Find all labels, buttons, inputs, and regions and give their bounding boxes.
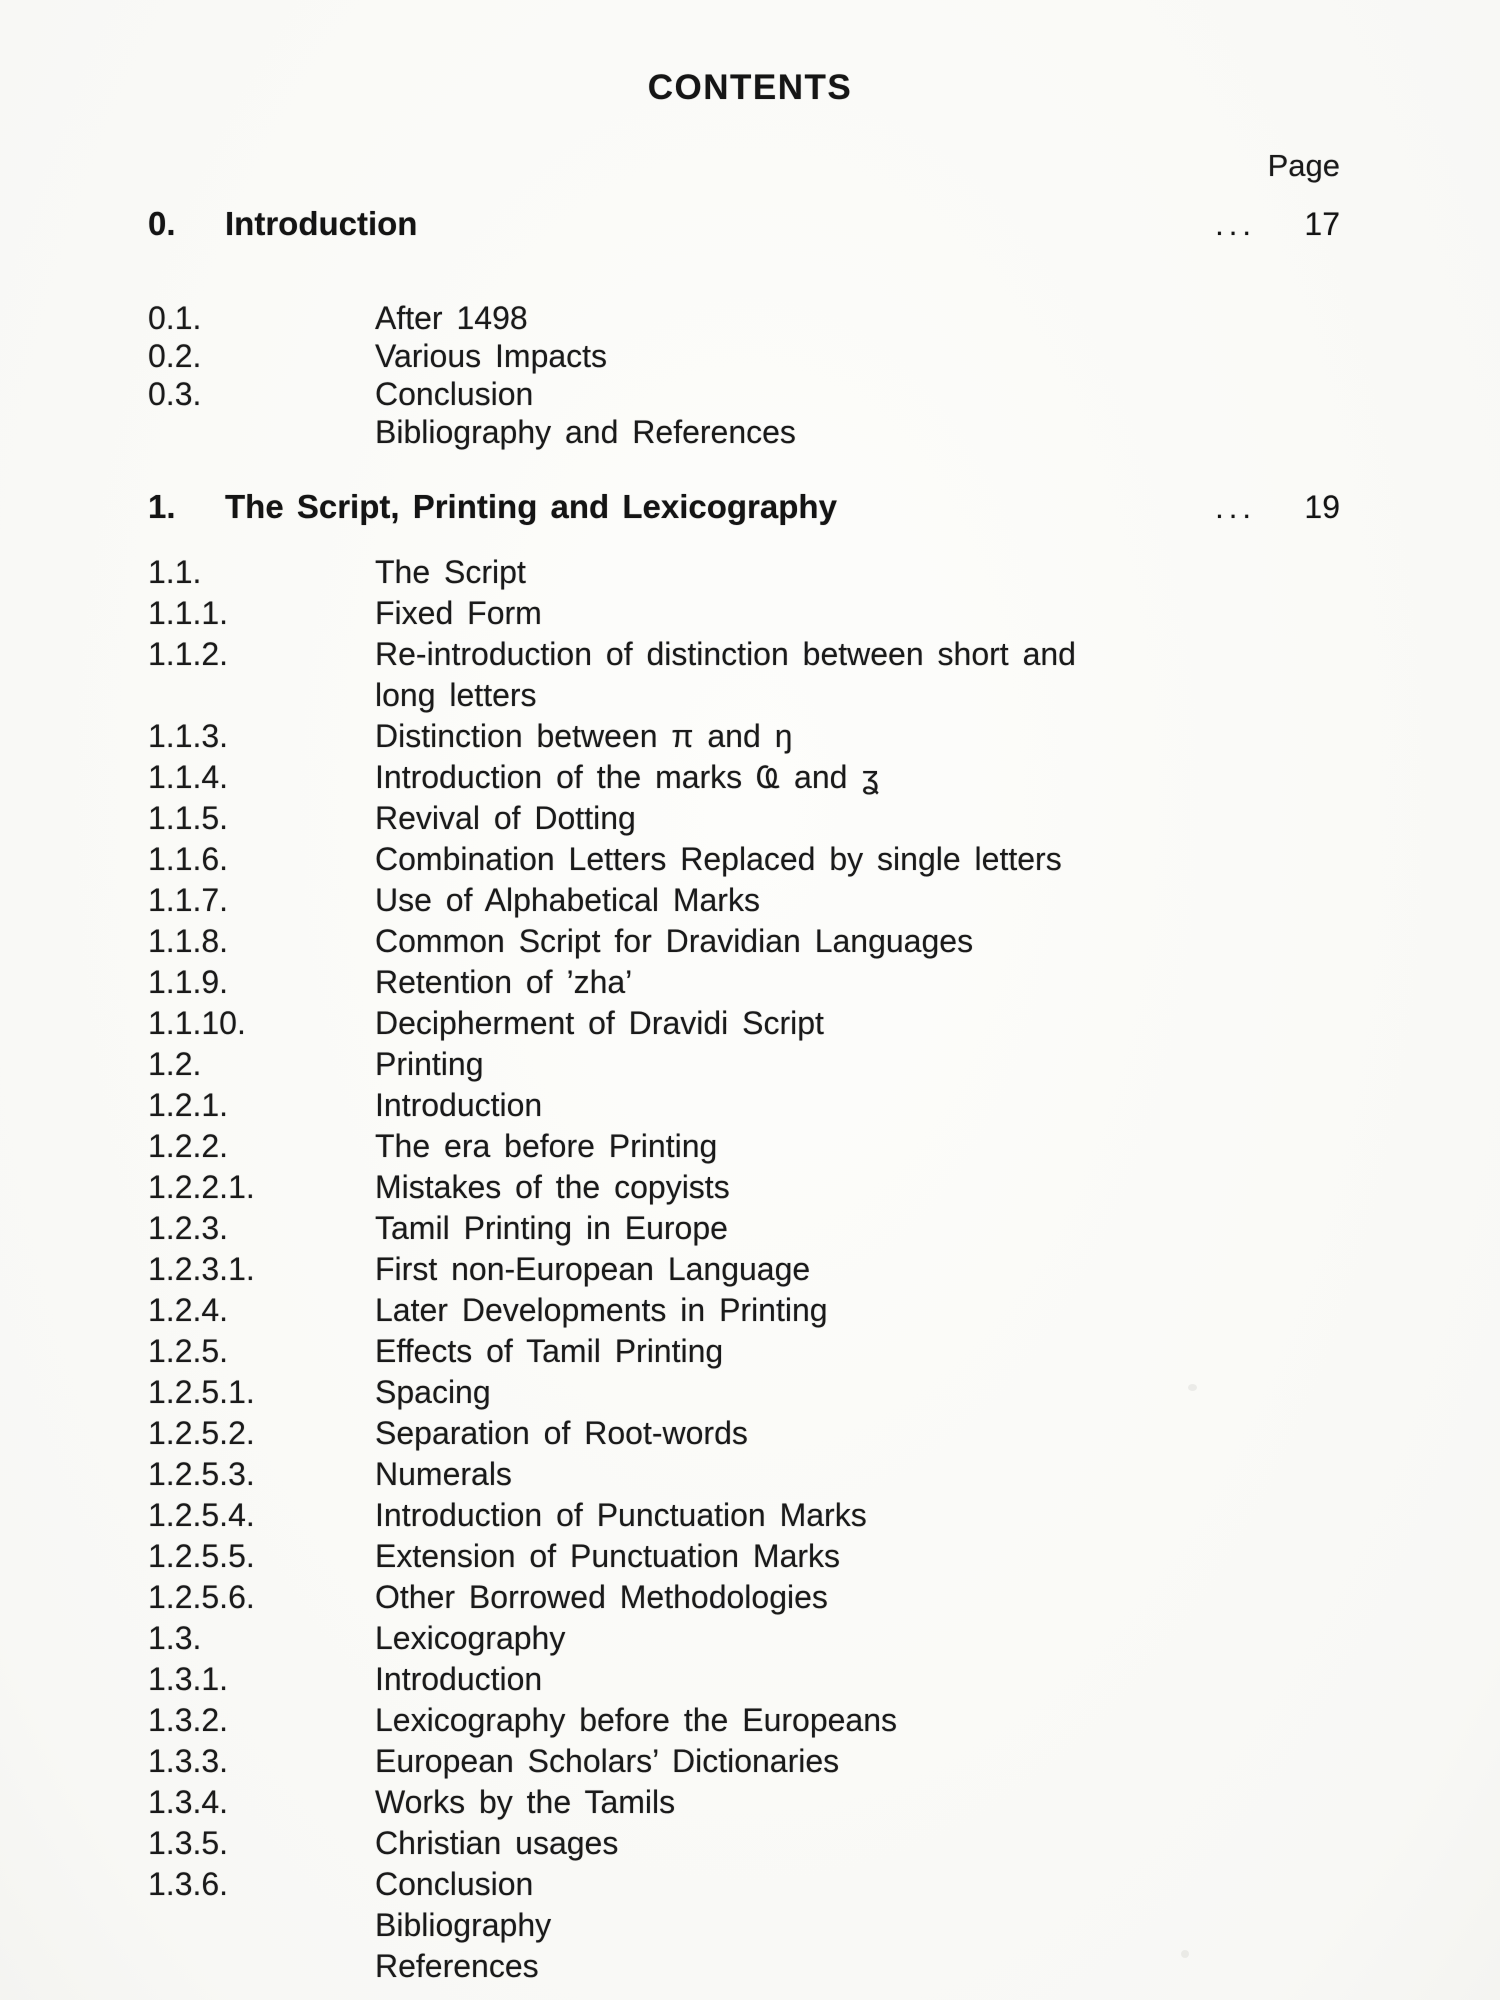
scan-speck [1188,1384,1197,1391]
toc-entry [148,299,1340,337]
entry-number: 1.3.4. [148,1784,229,1820]
entry-title: Conclusion [375,376,534,412]
toc-entry [148,1290,1340,1331]
toc-entry [148,593,1340,634]
toc [148,206,1340,1987]
entry-title: Introduction [375,1087,543,1123]
toc-entry [148,757,1340,798]
toc-entry [148,1331,1340,1372]
entry-number: 1.2. [148,1046,202,1082]
entry-title: Bibliography [375,1907,552,1943]
toc-entry [148,337,1340,375]
entry-title: Various Impacts [375,338,608,374]
entry-number: 1.1.4. [148,759,229,795]
page-title: CONTENTS [647,68,853,107]
toc-entry [148,1085,1340,1126]
toc-entry [148,962,1340,1003]
toc-entry [148,1167,1340,1208]
toc-entry [148,1864,1340,1905]
entry-number: 1.1.1. [148,595,229,631]
toc-entry [148,1495,1340,1536]
entry-title: Spacing [375,1374,491,1410]
toc-section [148,206,1340,451]
entry-title: Introduction of Punctuation Marks [375,1497,867,1533]
section-number: 0. [148,205,176,242]
entry-title: References [375,1948,539,1984]
entry-title: Extension of Punctuation Marks [375,1538,841,1574]
entry-number: 1.2.3. [148,1210,229,1246]
toc-entry [148,375,1340,413]
toc-entry [148,413,1340,451]
entry-title: Later Developments in Printing [375,1292,828,1328]
section-title: Introduction [225,205,418,242]
entry-title: Lexicography before the Europeans [375,1702,898,1738]
entry-number: 1.2.5.6. [148,1579,255,1615]
entry-title: Fixed Form [375,595,542,631]
toc-entry [148,880,1340,921]
entry-number: 1.1.10. [148,1005,246,1041]
entry-number: 1.3.6. [148,1866,229,1902]
entry-title: Numerals [375,1456,512,1492]
toc-section-heading [148,489,1340,526]
entry-number: 1.1. [148,554,202,590]
entry-title: Conclusion [375,1866,534,1902]
entry-title: Use of Alphabetical Marks [375,882,760,918]
entry-number: 1.1.6. [148,841,229,877]
toc-entry [148,634,1340,716]
entry-title: Other Borrowed Methodologies [375,1579,828,1615]
section-page-number: 17 [1304,206,1340,242]
entry-title: After 1498 [375,300,528,336]
entry-number: 1.2.3.1. [148,1251,255,1287]
toc-entry [148,1700,1340,1741]
toc-entry [148,552,1340,593]
toc-entry [148,1126,1340,1167]
entry-number: 0.2. [148,338,202,374]
entry-number: 1.3.3. [148,1743,229,1779]
entry-title: Introduction of the marks Ҩ and ʓ [375,759,879,795]
entry-number: 1.2.2. [148,1128,229,1164]
entry-number: 0.1. [148,300,202,336]
toc-entry [148,1782,1340,1823]
entry-title: First non-European Language [375,1251,811,1287]
scan-speck [1181,1950,1189,1958]
entry-number: 1.3.1. [148,1661,229,1697]
entry-number: 1.2.4. [148,1292,229,1328]
leader-dots: ... [1215,490,1256,525]
entry-title: Tamil Printing in Europe [375,1210,728,1246]
toc-entry [148,1413,1340,1454]
entry-number: 1.2.2.1. [148,1169,255,1205]
toc-section-heading [148,206,1340,243]
entry-title: Introduction [375,1661,543,1697]
section-items [148,552,1340,1987]
entry-number: 1.1.9. [148,964,229,1000]
entry-number: 1.3.2. [148,1702,229,1738]
toc-entry [148,1577,1340,1618]
entry-title: Lexicography [375,1620,566,1656]
toc-section [148,489,1340,1987]
entry-title: Re-introduction of distinction between short and long letters [375,636,1076,713]
toc-entry [148,1208,1340,1249]
entry-title: European Scholars’ Dictionaries [375,1743,840,1779]
entry-number: 1.1.5. [148,800,229,836]
entry-number: 1.2.5.4. [148,1497,255,1533]
toc-entry [148,1618,1340,1659]
section-page-number: 19 [1304,489,1340,525]
toc-entry [148,1741,1340,1782]
toc-entry [148,1823,1340,1864]
entry-number: 1.1.7. [148,882,229,918]
entry-title: Revival of Dotting [375,800,636,836]
page-column-label: Page [1267,148,1340,183]
entry-title: The era before Printing [375,1128,718,1164]
entry-number: 1.2.1. [148,1087,229,1123]
toc-entry [148,1454,1340,1495]
toc-entry [148,1905,1340,1946]
toc-entry [148,1946,1340,1987]
entry-number: 1.3.5. [148,1825,229,1861]
section-number: 1. [148,488,176,525]
entry-title: Decipherment of Dravidi Script [375,1005,824,1041]
toc-entry [148,1536,1340,1577]
toc-entry [148,1044,1340,1085]
toc-entry [148,1372,1340,1413]
entry-title: Mistakes of the copyists [375,1169,730,1205]
entry-title: Effects of Tamil Printing [375,1333,724,1369]
entry-number: 1.2.5.3. [148,1456,255,1492]
toc-entry [148,1249,1340,1290]
entry-number: 1.1.8. [148,923,229,959]
toc-entry [148,1003,1340,1044]
toc-entry [148,839,1340,880]
entry-title: Combination Letters Replaced by single letters [375,841,1062,877]
toc-entry [148,1659,1340,1700]
section-page-ref [1215,489,1340,526]
entry-title: Printing [375,1046,484,1082]
section-title: The Script, Printing and Lexicography [225,488,837,525]
entry-title: Distinction between π and ŋ [375,718,793,754]
entry-title: Works by the Tamils [375,1784,676,1820]
entry-number: 1.2.5.5. [148,1538,255,1574]
entry-title: Separation of Root-words [375,1415,748,1451]
entry-title: Retention of ’zha’ [375,964,633,1000]
entry-number: 0.3. [148,376,202,412]
entry-number: 1.1.3. [148,718,229,754]
page-column-header [148,150,1340,182]
toc-entry [148,798,1340,839]
toc-content [148,150,1340,1987]
entry-number: 1.3. [148,1620,202,1656]
toc-entry [148,716,1340,757]
entry-number: 1.1.2. [148,636,229,672]
section-page-ref [1215,206,1340,243]
entry-number: 1.2.5. [148,1333,229,1369]
section-items [148,299,1340,451]
leader-dots: ... [1215,207,1256,242]
entry-title: Bibliography and References [375,414,796,450]
entry-title: Common Script for Dravidian Languages [375,923,974,959]
entry-number: 1.2.5.2. [148,1415,255,1451]
toc-entry [148,921,1340,962]
entry-number: 1.2.5.1. [148,1374,255,1410]
entry-title: The Script [375,554,526,590]
entry-title: Christian usages [375,1825,619,1861]
